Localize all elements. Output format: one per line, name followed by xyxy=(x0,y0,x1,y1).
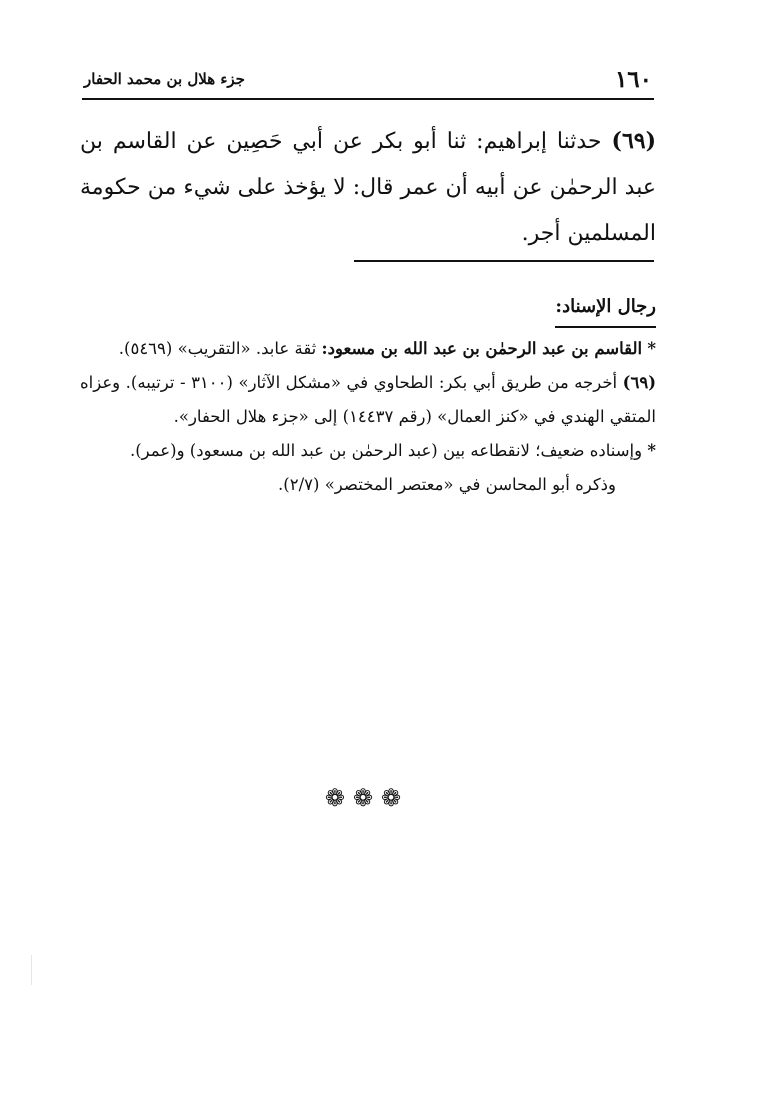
hadith-number: (٦٩) xyxy=(611,128,656,154)
scan-mark xyxy=(31,955,32,985)
grade-note xyxy=(80,434,656,468)
hadith-text xyxy=(80,118,656,257)
hadith-body: حدثنا إبراهيم: ثنا أبو بكر عن أبي حَصِين عن القاسم بن عبد الرحمٰن عن أبيه أن عمر قال: لا يؤخذ على شيء من حكومة المسلمين أجر. xyxy=(80,129,656,246)
mention-text: وذكره أبو المحاسن في «معتصر المختصر» (٢/٧). xyxy=(278,475,616,494)
page-header xyxy=(82,62,654,100)
mention-note xyxy=(80,468,656,502)
takhrij-number: (٦٩) xyxy=(622,373,657,392)
star-marker: * xyxy=(647,339,656,358)
star-marker: * xyxy=(647,441,656,460)
narrator-name: القاسم بن عبد الرحمٰن بن عبد الله بن مسعود: xyxy=(321,339,643,358)
narrator-note xyxy=(80,332,656,366)
footnotes xyxy=(80,290,656,502)
closing-ornaments: ❁❁❁ xyxy=(324,784,410,812)
narrator-grade: ثقة عابد. «التقريب» (٥٤٦٩). xyxy=(118,339,322,358)
grade-text: وإسناده ضعيف؛ لانقطاعه بين (عبد الرحمٰن بن عبد الله بن مسعود) و(عمر). xyxy=(129,441,648,460)
section-title-isnad: رجال الإسناد: xyxy=(555,290,656,328)
page-number: ١٦٠ xyxy=(614,66,652,93)
footnote-separator xyxy=(354,260,654,262)
takhrij-note xyxy=(80,366,656,434)
running-title: جزء هلال بن محمد الحفار xyxy=(84,70,245,88)
takhrij-text: أخرجه من طريق أبي بكر: الطحاوي في «مشكل الآثار» (٣١٠٠ - ترتيبه). وعزاه المتقي الهندي في «كنز العمال» (رقم ١٤٤٣٧) إلى «جزء هلال الحفار». xyxy=(80,373,656,426)
